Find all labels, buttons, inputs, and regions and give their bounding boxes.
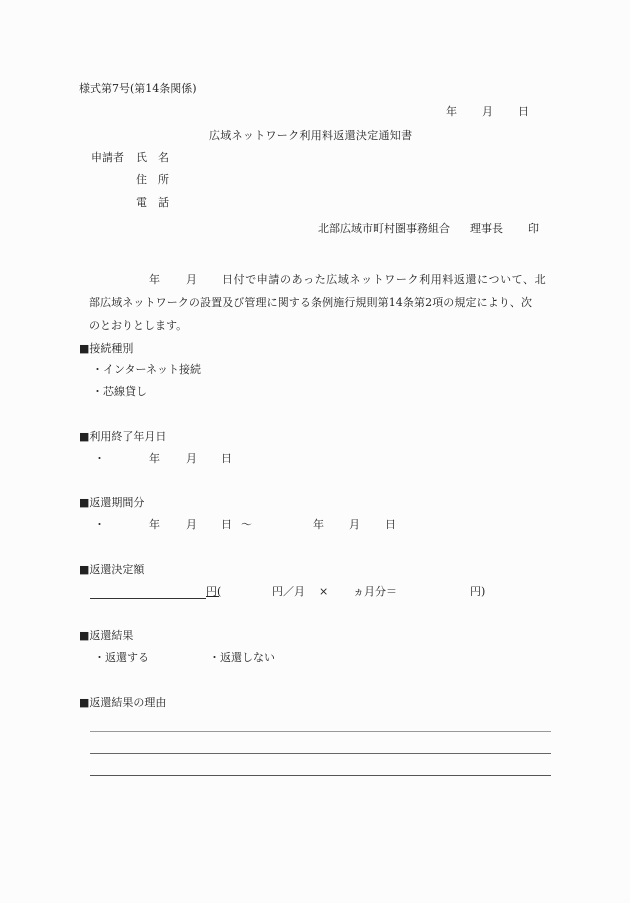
date-header-day: 日 <box>518 105 529 118</box>
refund-period-to-month: 月 <box>349 518 360 531</box>
issuer-role: 理事長 <box>470 222 503 235</box>
end-date-bullet: ・ <box>94 452 105 465</box>
body-line1: 日付で申請のあった広域ネットワーク利用料返還について、北 <box>222 273 547 286</box>
end-date-day: 日 <box>221 452 232 465</box>
reason-line-1[interactable] <box>90 731 551 732</box>
body-month: 月 <box>186 273 197 286</box>
refund-period-to-day: 日 <box>385 518 396 531</box>
refund-result-no-refund[interactable]: ・返還しない <box>209 651 275 664</box>
applicant-address-label: 住 所 <box>136 173 169 186</box>
refund-period-from-month: 月 <box>186 518 197 531</box>
reason-line-3[interactable] <box>90 775 551 776</box>
end-date-heading: ■利用終了年月日 <box>79 430 167 443</box>
applicant-name-label: 氏 名 <box>136 151 169 164</box>
refund-result-refund[interactable]: ・返還する <box>94 651 149 664</box>
refund-amount-times: × <box>319 585 329 598</box>
refund-amount-blank[interactable] <box>90 598 206 599</box>
refund-amount-per-month: 円／月 <box>272 585 305 598</box>
refund-result-heading: ■返還結果 <box>79 629 134 642</box>
refund-period-from-year: 年 <box>149 518 160 531</box>
refund-amount-yen-close: 円) <box>470 585 486 598</box>
refund-reason-heading: ■返還結果の理由 <box>79 696 167 709</box>
issuer-seal: 印 <box>528 222 539 235</box>
document-title: 広域ネットワーク利用料返還決定通知書 <box>209 129 413 142</box>
body-line3: のとおりとします。 <box>89 319 188 332</box>
refund-amount-heading: ■返還決定額 <box>79 563 145 576</box>
date-header-month: 月 <box>482 105 493 118</box>
connection-type-heading: ■接続種別 <box>79 342 134 355</box>
applicant-label: 申請者 <box>91 151 124 164</box>
body-line2: 部広域ネットワークの設置及び管理に関する条例施行規則第14条第2項の規定により、次 <box>89 296 533 309</box>
form-number: 様式第7号(第14条関係) <box>79 82 197 95</box>
refund-amount-months: ヵ月分＝ <box>353 585 397 598</box>
refund-period-from-day: 日 <box>221 518 232 531</box>
refund-period-heading: ■返還期間分 <box>79 496 145 509</box>
reason-line-2[interactable] <box>90 753 551 754</box>
issuer-org: 北部広域市町村圏事務組合 <box>318 222 450 235</box>
end-date-year: 年 <box>149 452 160 465</box>
applicant-phone-label: 電 話 <box>136 196 169 209</box>
date-header-year: 年 <box>446 105 457 118</box>
connection-type-internet[interactable]: ・インターネット接続 <box>92 363 202 376</box>
refund-period-to-year: 年 <box>313 518 324 531</box>
refund-period-bullet: ・ <box>94 518 105 531</box>
end-date-month: 月 <box>186 452 197 465</box>
connection-type-dark-fiber[interactable]: ・芯線貸し <box>92 385 147 398</box>
refund-period-tilde: ～ <box>241 518 252 531</box>
body-year: 年 <box>149 273 160 286</box>
refund-amount-yen-open: 円( <box>206 585 222 598</box>
